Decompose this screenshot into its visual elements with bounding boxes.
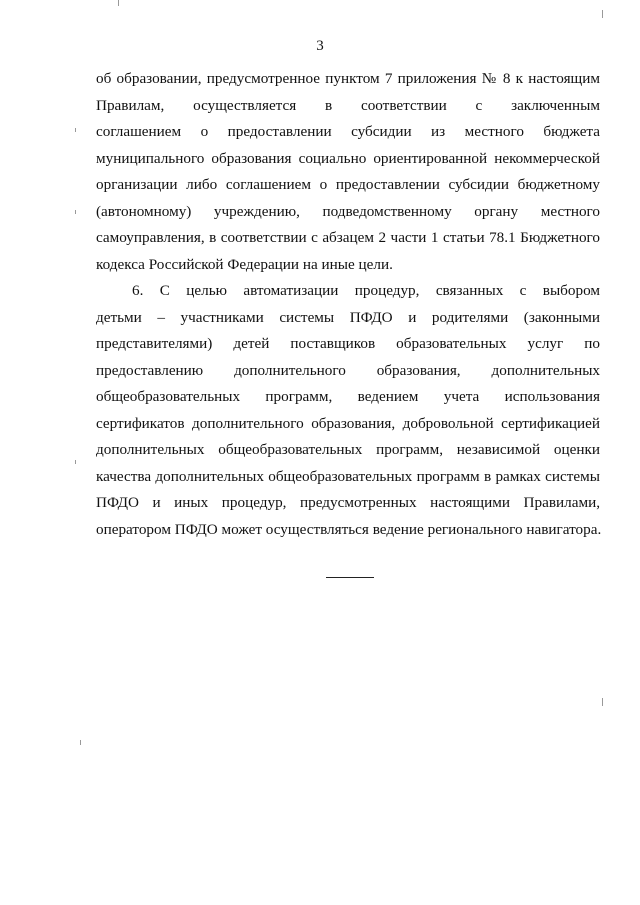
text-line: муниципального образования социально ориентированной некоммерческой xyxy=(96,149,600,167)
text-line: кодекса Российской Федерации на иные цели. xyxy=(96,255,393,273)
text-line: детьми – участниками системы ПФДО и родителями (законными xyxy=(96,308,600,326)
scan-artifact-mark xyxy=(75,460,76,464)
text-line: организации либо соглашением о предоставлении субсидии бюджетному xyxy=(96,176,600,193)
scan-artifact-mark xyxy=(80,740,81,745)
text-line: представителями) детей поставщиков образовательных услуг по xyxy=(96,335,600,352)
text-line: самоуправления, в соответствии с абзацем 2 части 1 статьи 78.1 Бюджетного xyxy=(96,229,600,246)
scan-artifact-mark xyxy=(602,10,603,18)
text-line: ПФДО и иных процедур, предусмотренных настоящими Правилами, xyxy=(96,494,600,511)
page-number: 3 xyxy=(316,38,324,54)
text-line: 6. С целью автоматизации процедур, связанных с выбором xyxy=(132,282,600,299)
paragraph-1 xyxy=(96,66,600,278)
end-separator-line xyxy=(326,577,374,578)
scan-artifact-mark xyxy=(118,0,119,6)
text-line: об образовании, предусмотренное пунктом 7 приложения № 8 к настоящим xyxy=(96,70,600,87)
paragraph-2 xyxy=(96,278,600,543)
text-line: качества дополнительных общеобразовательных программ в рамках системы xyxy=(96,467,600,485)
text-line: оператором ПФДО может осуществляться ведение регионального навигатора. xyxy=(96,520,602,538)
scan-artifact-mark xyxy=(75,128,76,132)
text-line: (автономному) учреждению, подведомственному органу местного xyxy=(96,202,600,220)
document-body xyxy=(96,66,600,543)
scan-artifact-mark xyxy=(602,698,603,706)
text-line: предоставлению дополнительного образования, дополнительных xyxy=(96,361,600,379)
scan-artifact-mark xyxy=(75,210,76,214)
text-line: соглашением о предоставлении субсидии из местного бюджета xyxy=(96,123,600,140)
text-line: общеобразовательных программ, ведением учета использования xyxy=(96,388,600,405)
text-line: сертификатов дополнительного образования, добровольной сертификацией xyxy=(96,414,600,432)
text-line: дополнительных общеобразовательных программ, независимой оценки xyxy=(96,441,600,458)
text-line: Правилам, осуществляется в соответствии с заключенным xyxy=(96,96,600,114)
